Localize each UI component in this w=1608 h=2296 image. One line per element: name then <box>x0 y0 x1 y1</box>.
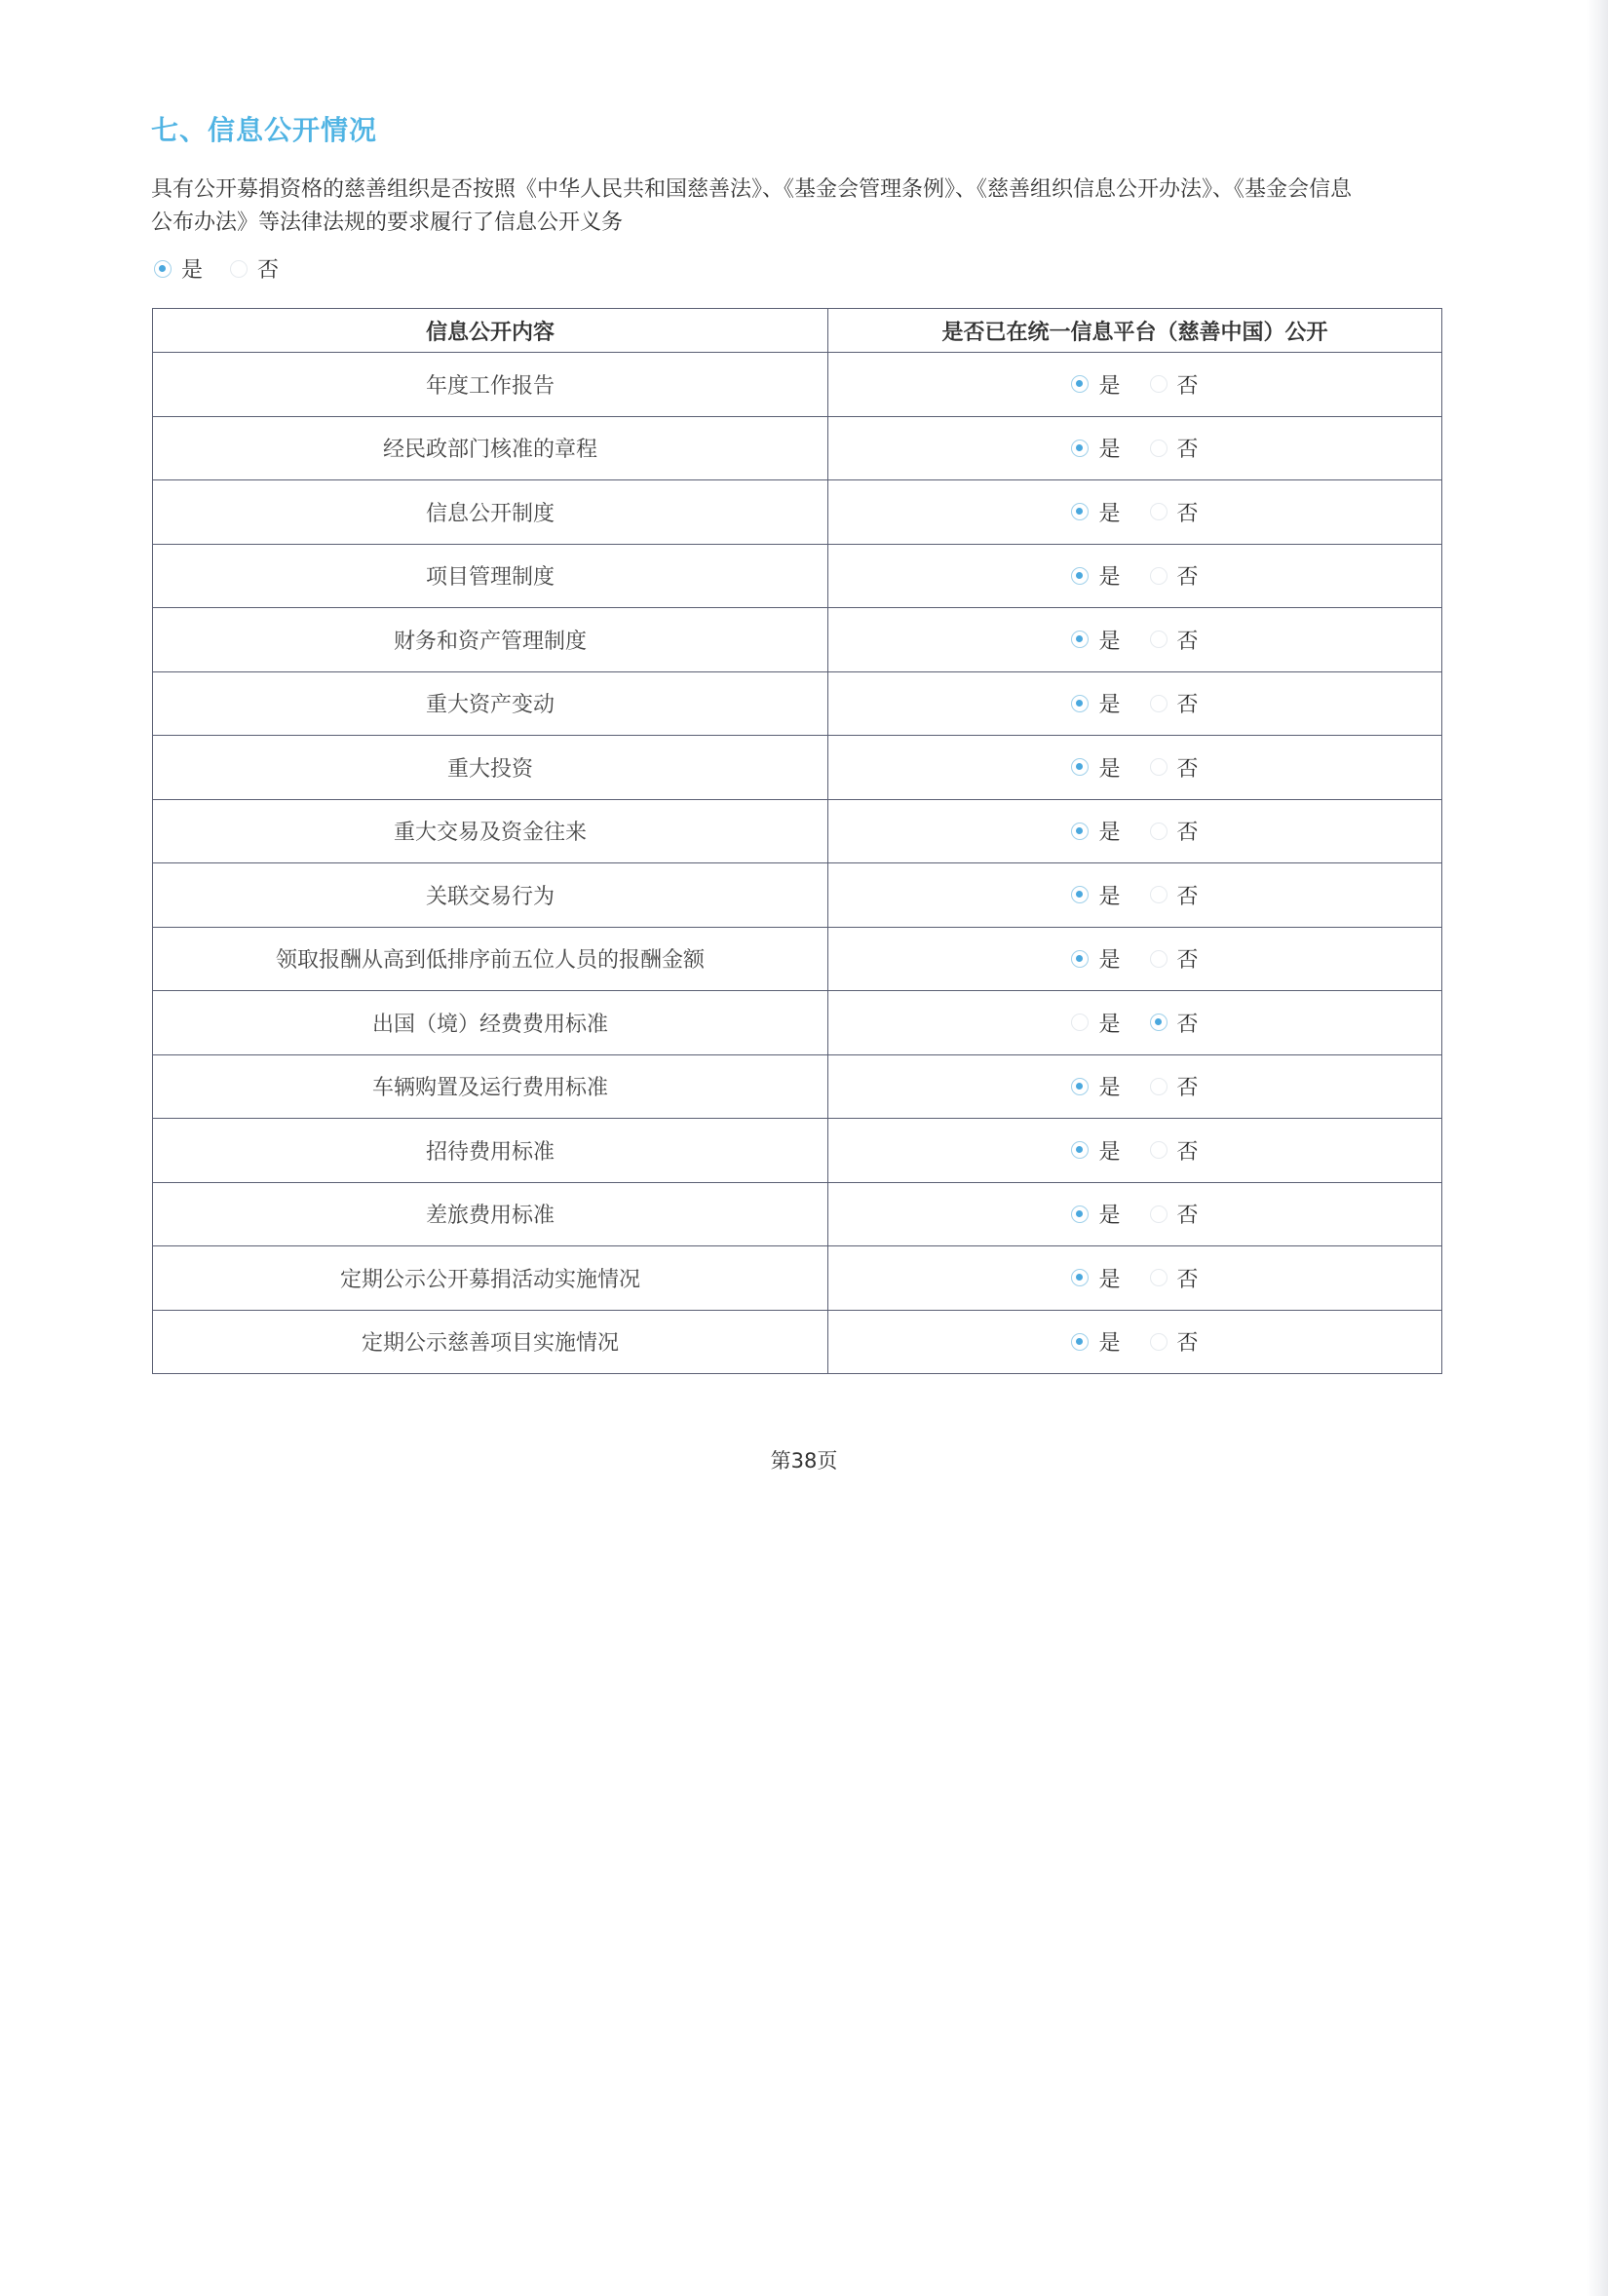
no-label: 否 <box>1176 501 1199 526</box>
table-row <box>153 1119 1442 1183</box>
yes-label: 是 <box>1098 948 1121 974</box>
no-label: 否 <box>1176 821 1199 846</box>
row-radio-group <box>1071 1071 1198 1101</box>
row-radio-cell <box>828 480 1442 545</box>
header-content: 信息公开内容 <box>153 309 828 353</box>
no-radio[interactable] <box>1150 823 1168 840</box>
row-radio-group <box>1071 752 1198 783</box>
yes-radio[interactable] <box>1071 1269 1089 1286</box>
table-header-row <box>153 309 1442 353</box>
row-item-label: 定期公示慈善项目实施情况 <box>153 1310 828 1374</box>
table-row <box>153 480 1442 545</box>
no-radio[interactable] <box>1150 1333 1168 1351</box>
table-row <box>153 1310 1442 1374</box>
yes-label: 是 <box>1098 821 1121 846</box>
yes-radio[interactable] <box>1071 823 1089 840</box>
yes-radio[interactable] <box>1071 886 1089 903</box>
yes-radio[interactable] <box>1071 631 1089 648</box>
row-radio-group <box>1071 1008 1198 1038</box>
no-radio[interactable] <box>1150 758 1168 776</box>
no-radio[interactable] <box>1150 440 1168 457</box>
no-radio[interactable] <box>1150 950 1168 968</box>
row-radio-cell <box>828 416 1442 480</box>
no-radio[interactable] <box>1150 1269 1168 1286</box>
no-label: 否 <box>1176 373 1199 399</box>
row-radio-cell <box>828 1246 1442 1311</box>
table-row <box>153 544 1442 608</box>
no-radio[interactable] <box>1150 1014 1168 1031</box>
yes-label: 是 <box>1098 629 1121 654</box>
no-radio[interactable] <box>1150 1141 1168 1159</box>
row-item-label: 出国（境）经费费用标准 <box>153 991 828 1055</box>
table-row <box>153 991 1442 1055</box>
row-radio-cell <box>828 1054 1442 1119</box>
row-radio-group <box>1071 1199 1198 1229</box>
row-radio-group <box>1071 560 1198 591</box>
row-radio-group <box>1071 1263 1198 1293</box>
yes-radio[interactable] <box>1071 758 1089 776</box>
yes-label: 是 <box>1098 565 1121 591</box>
no-label: 否 <box>1176 693 1199 718</box>
row-radio-cell <box>828 608 1442 672</box>
yes-label: 是 <box>1098 693 1121 718</box>
table-row <box>153 608 1442 672</box>
no-label: 否 <box>1176 1267 1199 1292</box>
row-item-label: 差旅费用标准 <box>153 1182 828 1246</box>
row-item-label: 年度工作报告 <box>153 353 828 417</box>
yes-label: 是 <box>1098 501 1121 526</box>
intro-no-radio[interactable] <box>230 260 248 278</box>
no-label: 否 <box>1176 438 1199 463</box>
row-item-label: 经民政部门核准的章程 <box>153 416 828 480</box>
row-radio-group <box>1071 497 1198 527</box>
table-row <box>153 1246 1442 1311</box>
no-radio[interactable] <box>1150 1205 1168 1223</box>
yes-label: 是 <box>1098 1139 1121 1165</box>
table-row <box>153 416 1442 480</box>
yes-label: 是 <box>1098 1076 1121 1101</box>
row-item-label: 重大投资 <box>153 736 828 800</box>
row-radio-cell <box>828 991 1442 1055</box>
row-item-label: 信息公开制度 <box>153 480 828 545</box>
yes-label: 是 <box>1098 1267 1121 1292</box>
row-radio-cell <box>828 544 1442 608</box>
no-radio[interactable] <box>1150 503 1168 520</box>
yes-radio[interactable] <box>1071 1205 1089 1223</box>
table-row <box>153 736 1442 800</box>
row-radio-cell <box>828 863 1442 928</box>
row-radio-cell <box>828 736 1442 800</box>
table-row <box>153 927 1442 991</box>
row-item-label: 招待费用标准 <box>153 1119 828 1183</box>
yes-label: 是 <box>1098 884 1121 909</box>
no-label: 否 <box>1176 1204 1199 1229</box>
row-radio-cell <box>828 353 1442 417</box>
table-body <box>153 353 1442 1374</box>
intro-yes-radio[interactable] <box>154 260 172 278</box>
no-radio[interactable] <box>1150 1078 1168 1095</box>
row-radio-group <box>1071 625 1198 655</box>
section-title: 七、信息公开情况 <box>151 114 378 146</box>
yes-radio[interactable] <box>1071 1333 1089 1351</box>
row-radio-group <box>1071 1326 1198 1357</box>
disclosure-table <box>152 308 1442 1374</box>
page-number: 第38页 <box>770 1449 838 1473</box>
row-radio-group <box>1071 880 1198 910</box>
page-edge <box>1587 0 1608 2296</box>
yes-label: 是 <box>1098 1331 1121 1357</box>
yes-label: 是 <box>1098 1012 1121 1037</box>
no-radio[interactable] <box>1150 886 1168 903</box>
header-published: 是否已在统一信息平台（慈善中国）公开 <box>828 309 1442 353</box>
no-label: 否 <box>1176 1012 1199 1037</box>
intro-line-2: 公布办法》等法律法规的要求履行了信息公开义务 <box>151 210 624 235</box>
intro-no-label: 否 <box>257 258 280 283</box>
no-label: 否 <box>1176 629 1199 654</box>
intro-radio-group <box>154 253 306 284</box>
row-item-label: 项目管理制度 <box>153 544 828 608</box>
table-row <box>153 1182 1442 1246</box>
row-item-label: 定期公示公开募捐活动实施情况 <box>153 1246 828 1311</box>
row-item-label: 重大交易及资金往来 <box>153 799 828 863</box>
no-label: 否 <box>1176 756 1199 782</box>
no-label: 否 <box>1176 565 1199 591</box>
no-label: 否 <box>1176 884 1199 909</box>
intro-yes-label: 是 <box>181 258 204 283</box>
no-radio[interactable] <box>1150 375 1168 393</box>
table-row <box>153 863 1442 928</box>
row-radio-cell <box>828 1119 1442 1183</box>
row-radio-cell <box>828 1310 1442 1374</box>
row-radio-cell <box>828 671 1442 736</box>
row-item-label: 关联交易行为 <box>153 863 828 928</box>
yes-label: 是 <box>1098 373 1121 399</box>
row-radio-group <box>1071 369 1198 400</box>
yes-radio[interactable] <box>1071 1014 1089 1031</box>
no-radio[interactable] <box>1150 631 1168 648</box>
row-radio-group <box>1071 688 1198 718</box>
no-radio[interactable] <box>1150 695 1168 712</box>
table-row <box>153 353 1442 417</box>
intro-line-1: 具有公开募捐资格的慈善组织是否按照《中华人民共和国慈善法》、《基金会管理条例》、《慈善组织信息公开办法》、《基金会信息 <box>151 177 1353 202</box>
no-radio[interactable] <box>1150 567 1168 585</box>
yes-radio[interactable] <box>1071 950 1089 968</box>
row-radio-group <box>1071 1135 1198 1166</box>
row-item-label: 重大资产变动 <box>153 671 828 736</box>
row-radio-group <box>1071 816 1198 846</box>
yes-label: 是 <box>1098 756 1121 782</box>
yes-radio[interactable] <box>1071 1141 1089 1159</box>
table-row <box>153 671 1442 736</box>
yes-radio[interactable] <box>1071 567 1089 585</box>
yes-radio[interactable] <box>1071 375 1089 393</box>
yes-radio[interactable] <box>1071 503 1089 520</box>
table-row <box>153 1054 1442 1119</box>
no-label: 否 <box>1176 1139 1199 1165</box>
row-item-label: 领取报酬从高到低排序前五位人员的报酬金额 <box>153 927 828 991</box>
yes-label: 是 <box>1098 1204 1121 1229</box>
yes-label: 是 <box>1098 438 1121 463</box>
row-item-label: 车辆购置及运行费用标准 <box>153 1054 828 1119</box>
row-radio-group <box>1071 943 1198 974</box>
intro-paragraph <box>151 173 1447 240</box>
yes-radio[interactable] <box>1071 440 1089 457</box>
no-label: 否 <box>1176 1076 1199 1101</box>
table-row <box>153 799 1442 863</box>
no-label: 否 <box>1176 948 1199 974</box>
yes-radio[interactable] <box>1071 1078 1089 1095</box>
row-radio-cell <box>828 1182 1442 1246</box>
row-radio-group <box>1071 433 1198 463</box>
row-radio-cell <box>828 927 1442 991</box>
yes-radio[interactable] <box>1071 695 1089 712</box>
row-item-label: 财务和资产管理制度 <box>153 608 828 672</box>
no-label: 否 <box>1176 1331 1199 1357</box>
row-radio-cell <box>828 799 1442 863</box>
